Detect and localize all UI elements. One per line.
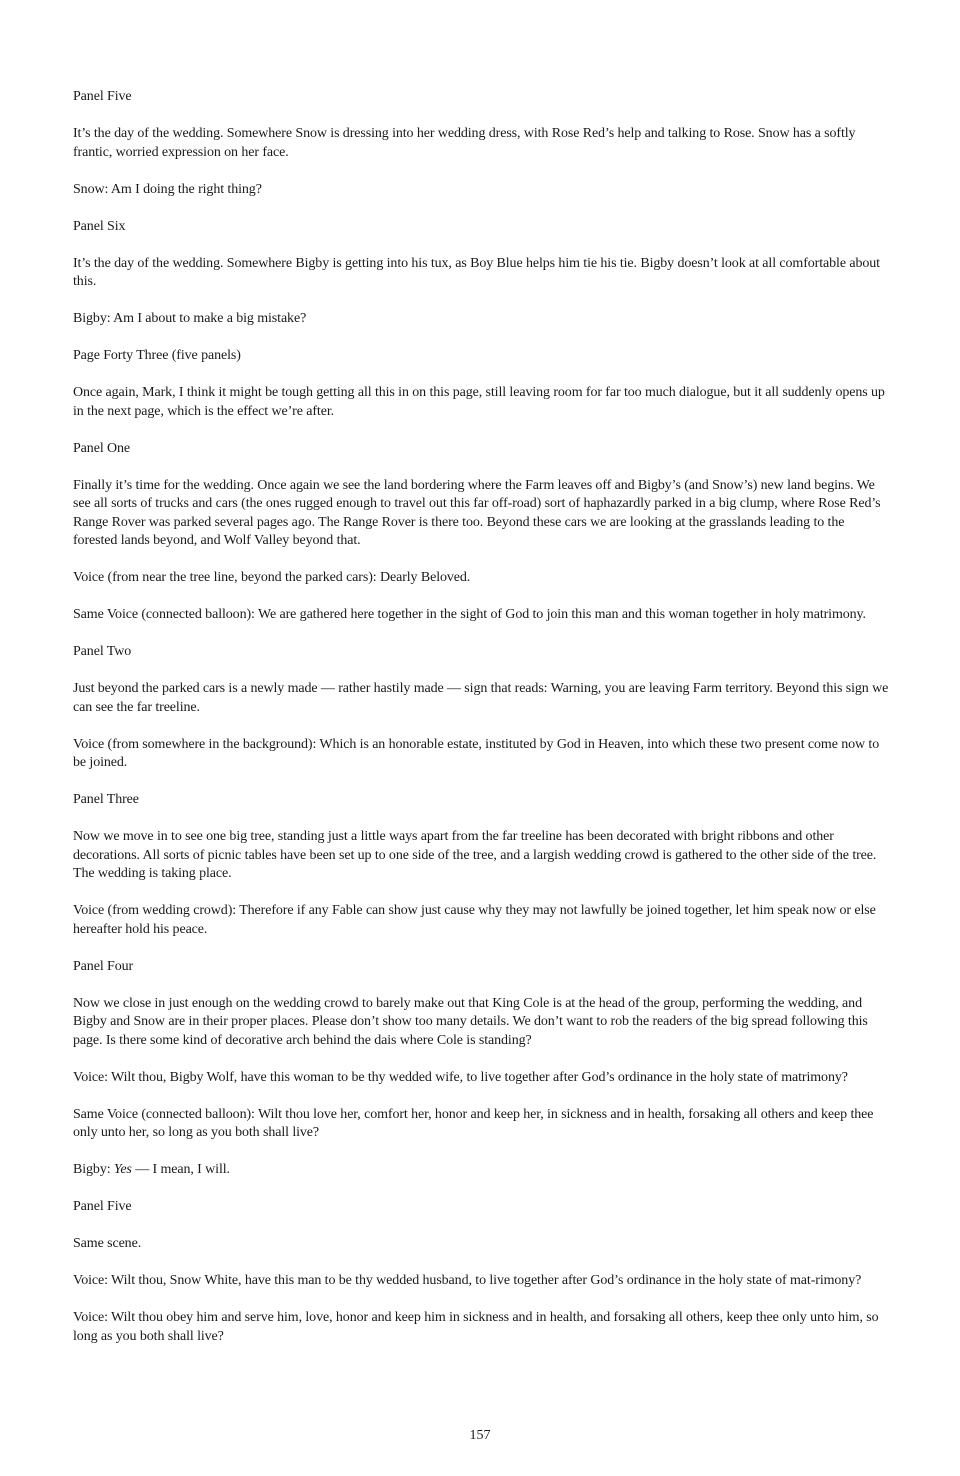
page-heading: Page Forty Three (five panels)	[73, 348, 241, 363]
speaker-label: Bigby:	[73, 1162, 114, 1177]
panel-heading: Panel Four	[73, 958, 134, 974]
emphasis-word: Yes	[113, 1162, 132, 1177]
dialogue-line: Voice (from wedding crowd): Therefore if any Fable can show just cause why they may not lawfully be joined together, let him speak now or else hereafter hold his peace.	[73, 903, 876, 937]
panel-description: It’s the day of the wedding. Somewhere Bigby is getting into his tux, as Boy Blue helps him tie his tie. Bigby doesn’t look at all comfortable about this.	[73, 255, 880, 289]
panel-heading: Panel Six	[73, 218, 126, 234]
dialogue-rest: — I mean, I will.	[131, 1162, 230, 1177]
dialogue-line: Voice: Wilt thou, Bigby Wolf, have this woman to be thy wedded wife, to live together after God’s ordinance in the holy state of matrimony?	[73, 1069, 848, 1085]
page-number: 157	[469, 1428, 491, 1443]
dialogue-line: Same Voice (connected balloon): We are gathered here together in the sight of God to join this man and this woman together in holy matrimony.	[73, 607, 866, 622]
dialogue-line: Voice (from near the tree line, beyond the parked cars): Dearly Beloved.	[73, 570, 471, 585]
panel-heading: Panel Three	[73, 792, 139, 807]
panel-description: Same scene.	[73, 1236, 142, 1251]
panel-heading: Panel Five	[73, 89, 132, 104]
panel-heading: Panel Two	[73, 644, 132, 659]
dialogue-line: Bigby: Am I about to make a big mistake?	[73, 311, 307, 326]
dialogue-line: Voice (from somewhere in the background): Which is an honorable estate, instituted by God in Heaven, into which these two present come now to be joined.	[73, 736, 880, 770]
panel-heading: Panel One	[73, 440, 131, 456]
panel-description: Finally it’s time for the wedding. Once again we see the land bordering where the Farm leaves off and Bigby’s (and Snow’s) new land begins. We see all sorts of trucks and cars (the ones rugged enough to travel out this far off-road) sort of haphazardly parked in a big clump, where Rose Red’s Range Rover was parked several pages ago. The Range Rover is there too. Beyond these cars we are looking at the grasslands leading to the forested lands beyond, and Wolf Valley beyond that.	[73, 477, 881, 548]
panel-description: Just beyond the parked cars is a newly made — rather hastily made — sign that reads: Warning, you are leaving Farm territory. Beyond this sign we can see the far treeline.	[73, 681, 889, 715]
dialogue-line: Snow: Am I doing the right thing?	[73, 181, 262, 197]
panel-heading: Panel Five	[73, 1199, 132, 1214]
dialogue-line: Voice: Wilt thou obey him and serve him, love, honor and keep him in sickness and in health, and forsaking all others, keep thee only unto him, so long as you both shall live?	[73, 1310, 879, 1344]
dialogue-line: Same Voice (connected balloon): Wilt thou love her, comfort her, honor and keep her, in sickness and in health, forsaking all others and keep thee only unto her, so long as you both shall live?	[73, 1106, 874, 1140]
panel-description: Now we close in just enough on the wedding crowd to barely make out that King Cole is at the head of the group, performing the wedding, and Bigby and Snow are in their proper places. Please don’t show too many details. We don’t want to rob the readers of the big spread following this page. Is there some kind of decorative arch behind the dais where Cole is standing?	[73, 995, 868, 1048]
dialogue-line: Voice: Wilt thou, Snow White, have this man to be thy wedded husband, to live together after God’s ordinance in the holy state of mat-rimony?	[73, 1273, 862, 1288]
script-text	[73, 88, 889, 1365]
panel-description: It’s the day of the wedding. Somewhere Snow is dressing into her wedding dress, with Rose Red’s help and talking to Rose. Snow has a softly frantic, worried expression on her face.	[73, 126, 856, 160]
dialogue-line-bigby	[73, 1161, 889, 1180]
writer-note: Once again, Mark, I think it might be tough getting all this in on this page, still leaving room for far too much dialogue, but it all suddenly opens up in the next page, which is the effect we’re after.	[73, 385, 885, 419]
panel-description: Now we move in to see one big tree, standing just a little ways apart from the far treeline has been decorated with bright ribbons and other decorations. All sorts of picnic tables have been set up to one side of the tree, and a largish wedding crowd is gathered to the other side of the tree. The wedding is taking place.	[73, 829, 877, 881]
